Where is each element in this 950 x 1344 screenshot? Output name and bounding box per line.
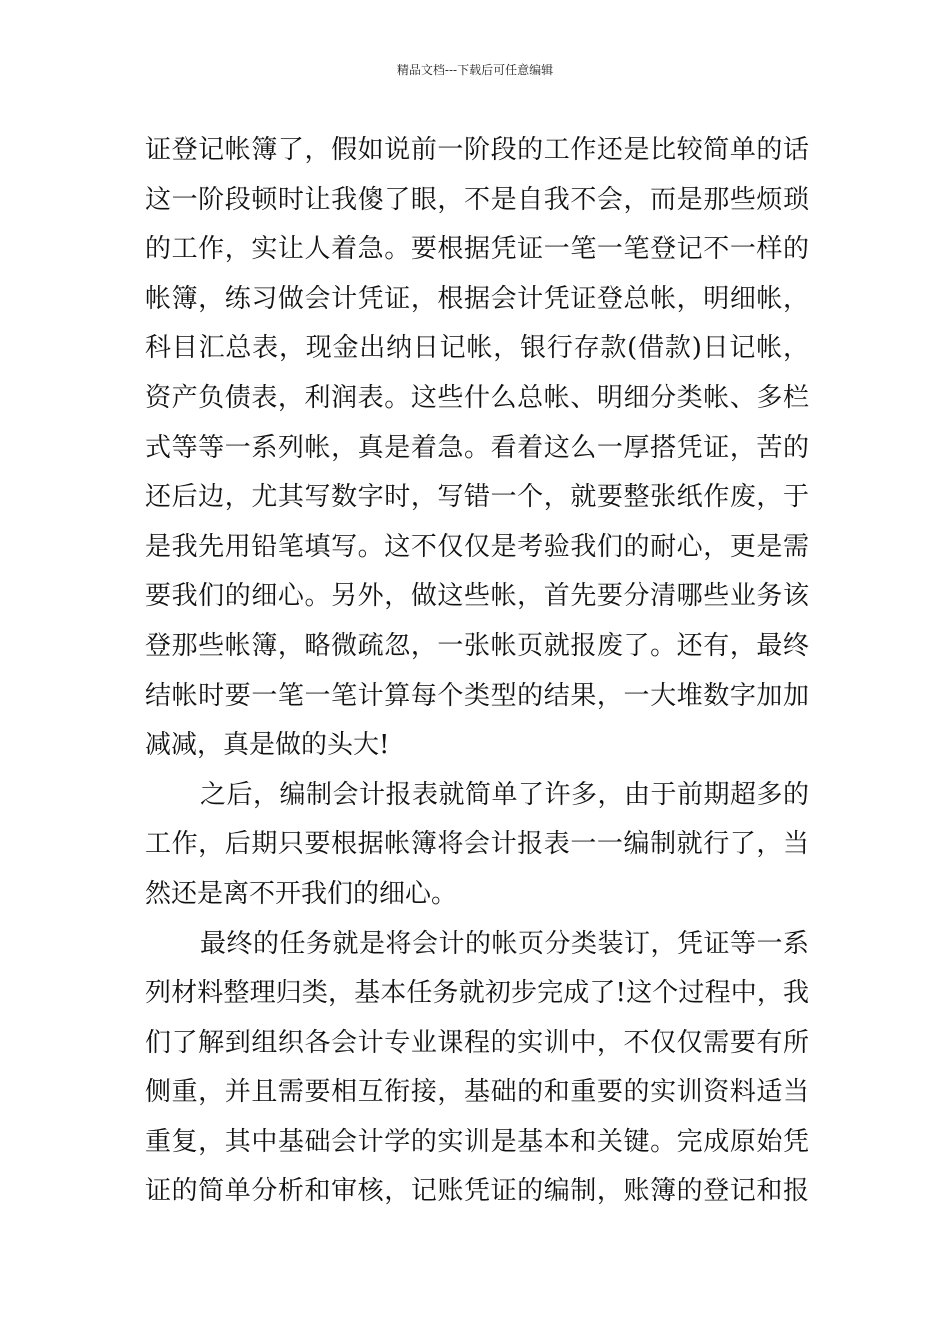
text-line: 结帐时要一笔一笔计算每个类型的结果，一大堆数字加加 [145,680,809,711]
text-line: 证登记帐簿了，假如说前一阶段的工作还是比较简单的话 [145,135,809,165]
text-line: 这一阶段顿时让我傻了眼，不是自我不会，而是那些烦琐 [145,184,809,215]
text-line: 们了解到组织各会计专业课程的实训中，不仅仅需要有所 [145,1027,809,1058]
text-line: 科目汇总表，现金出纳日记帐，银行存款(借款)日记帐， [145,333,809,364]
text-line: 式等等一系列帐，真是着急。看着这么一厚搭凭证，苦的 [145,432,809,463]
paragraph [145,126,809,771]
text-line: 最终的任务就是将会计的帐页分类装订，凭证等一系 [200,928,809,959]
text-line: 资产负债表，利润表。这些什么总帐、明细分类帐、多栏 [145,382,809,413]
text-line: 证的简单分析和审核，记账凭证的编制，账簿的登记和报 [145,1176,809,1207]
text-line: 帐簿，练习做会计凭证，根据会计凭证登总帐，明细帐， [145,283,809,314]
text-line: 列材料整理归类，基本任务就初步完成了!这个过程中，我 [145,978,809,1009]
text-line: 还后边，尤其写数字时，写错一个，就要整张纸作废，于 [145,482,809,513]
text-line: 侧重，并且需要相互衔接，基础的和重要的实训资料适当 [145,1077,809,1108]
text-line: 之后，编制会计报表就简单了许多，由于前期超多的 [200,779,809,810]
text-line: 是我先用铅笔填写。这不仅仅是考验我们的耐心，更是需 [145,531,809,562]
text-line: 登那些帐簿，略微疏忽，一张帐页就报废了。还有，最终 [145,630,809,661]
text-line: 要我们的细心。另外，做这些帐，首先要分清哪些业务该 [145,581,809,612]
text-line: 重复，其中基础会计学的实训是基本和关键。完成原始凭 [145,1126,809,1157]
text-line: 工作，后期只要根据帐簿将会计报表一一编制就行了，当 [145,829,809,860]
text-line: 减减，真是做的头大! [145,730,390,761]
document-body [145,126,809,1217]
paragraph [145,920,809,1218]
text-line: 然还是离不开我们的细心。 [145,878,458,909]
text-line: 的工作，实让人着急。要根据凭证一笔一笔登记不一样的 [145,234,809,265]
page-header: 精品文档---下载后可任意编辑 [396,63,554,77]
paragraph [145,771,809,920]
